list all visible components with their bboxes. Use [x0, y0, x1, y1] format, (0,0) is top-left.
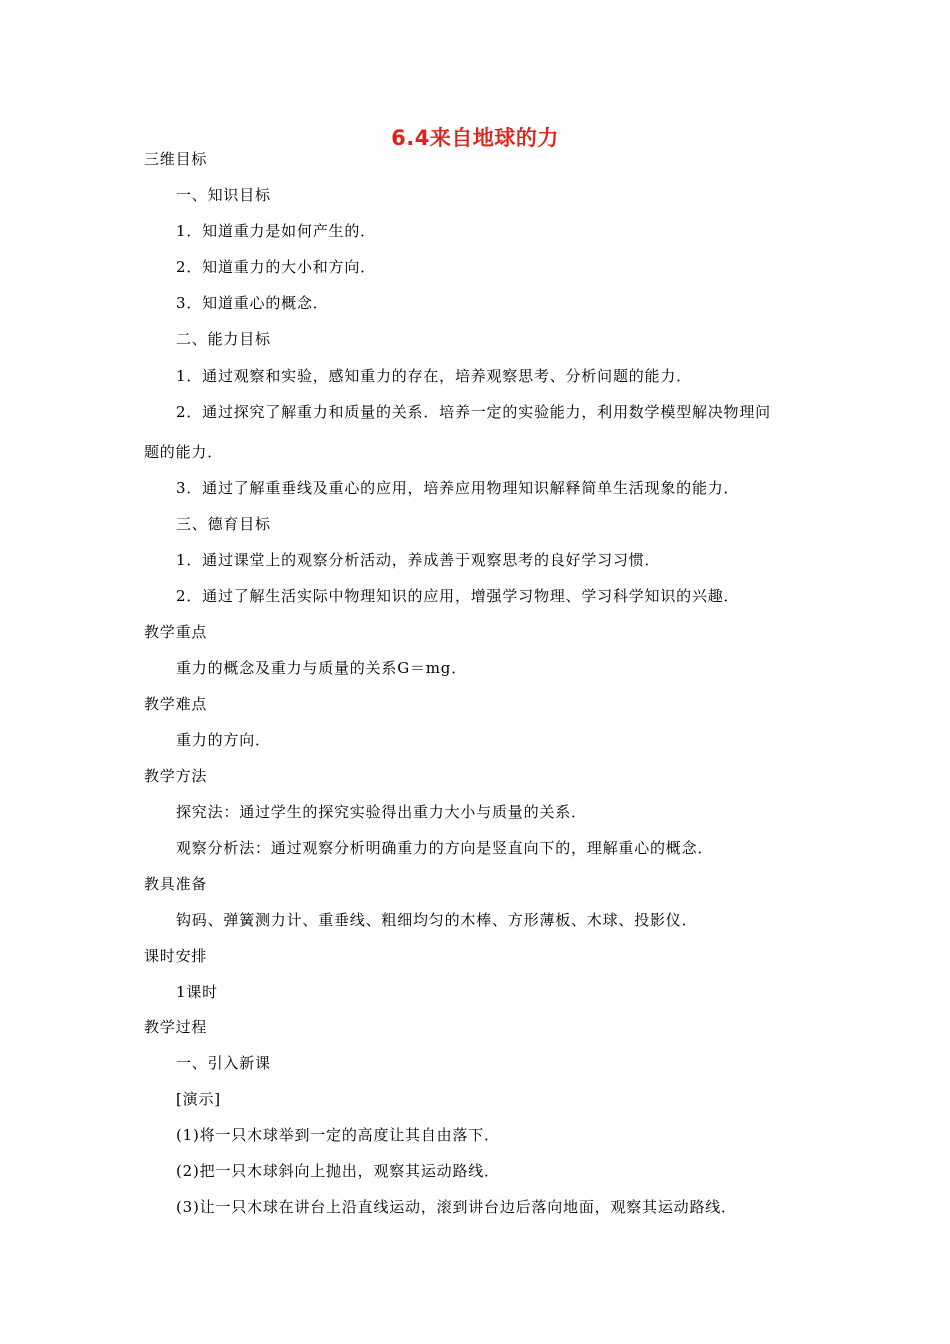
list-item: 2．知道重力的大小和方向． — [176, 258, 376, 276]
paragraph: 1课时 — [176, 983, 218, 1001]
section-heading: 教具准备 — [144, 875, 208, 893]
list-item: 2．通过探究了解重力和质量的关系．培养一定的实验能力，利用数学模型解决物理问 — [176, 403, 771, 421]
paragraph: 重力的概念及重力与质量的关系G＝mg． — [176, 659, 468, 677]
paragraph: 探究法：通过学生的探究实验得出重力大小与质量的关系． — [176, 803, 587, 821]
paragraph: 重力的方向． — [176, 731, 271, 749]
section-heading: 教学重点 — [144, 623, 208, 641]
section-heading: 教学过程 — [144, 1018, 208, 1036]
list-item: 3．知道重心的概念． — [176, 294, 329, 312]
section-heading: 三维目标 — [144, 150, 208, 168]
list-item: 3．通过了解重垂线及重心的应用，培养应用物理知识解释简单生活现象的能力． — [176, 479, 740, 497]
list-item-continuation: 题的能力． — [144, 443, 224, 461]
list-item: (2)把一只木球斜向上抛出，观察其运动路线． — [176, 1162, 500, 1180]
paragraph: 观察分析法：通过观察分析明确重力的方向是竖直向下的，理解重心的概念． — [176, 839, 714, 857]
subsection-heading: 一、引入新课 — [176, 1054, 271, 1072]
list-item: 1．通过课堂上的观察分析活动，养成善于观察思考的良好学习习惯． — [176, 551, 661, 569]
subsection-heading: 一、知识目标 — [176, 186, 271, 204]
paragraph: [演示] — [176, 1090, 221, 1108]
list-item: (3)让一只木球在讲台上沿直线运动，滚到讲台边后落向地面，观察其运动路线． — [176, 1198, 737, 1216]
list-item: (1)将一只木球举到一定的高度让其自由落下． — [176, 1126, 500, 1144]
list-item: 1．通过观察和实验，感知重力的存在，培养观察思考、分析问题的能力． — [176, 367, 692, 385]
list-item: 1．知道重力是如何产生的． — [176, 222, 376, 240]
paragraph: 钩码、弹簧测力计、重垂线、粗细均匀的木棒、方形薄板、木球、投影仪． — [176, 911, 698, 929]
document-title: 6.4来自地球的力 — [391, 126, 559, 150]
section-heading: 教学难点 — [144, 695, 208, 713]
section-heading: 教学方法 — [144, 767, 208, 785]
subsection-heading: 二、能力目标 — [176, 330, 271, 348]
subsection-heading: 三、德育目标 — [176, 515, 271, 533]
list-item: 2．通过了解生活实际中物理知识的应用，增强学习物理、学习科学知识的兴趣． — [176, 587, 740, 605]
section-heading: 课时安排 — [144, 947, 208, 965]
